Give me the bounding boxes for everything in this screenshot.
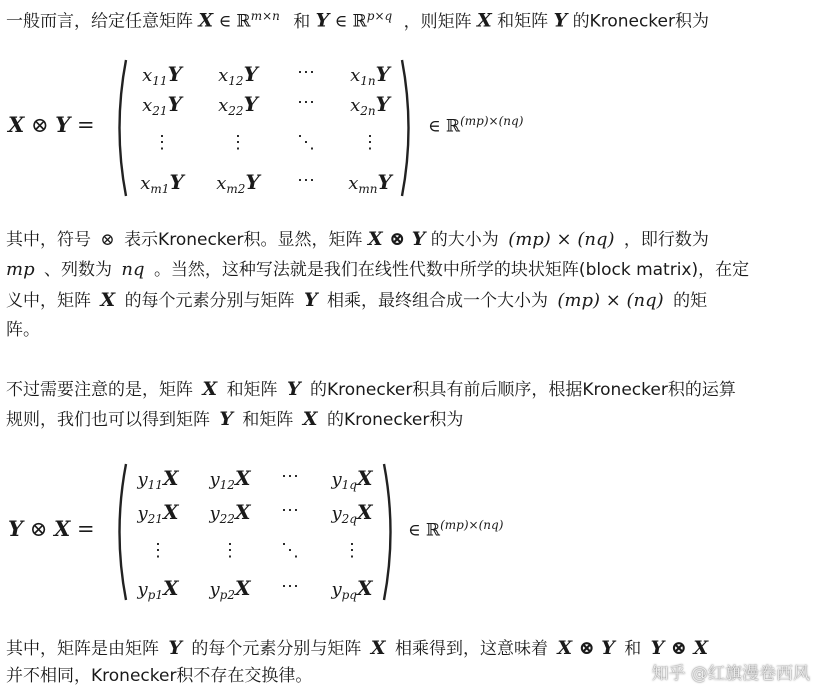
math-X: X — [53, 516, 71, 541]
math-X: X — [477, 9, 492, 32]
text: 其中，矩阵是由矩阵 — [6, 639, 159, 659]
matrix-entry: $y_{p2}X$ — [209, 576, 251, 602]
math-X: X — [202, 378, 218, 400]
matrix-ellipsis: ⋮ — [153, 132, 171, 153]
math-superscript: (mp)×(nq) — [440, 518, 504, 532]
matrix-entry: $y_{2q}X$ — [331, 500, 373, 526]
text: 表示Kronecker积。显然，矩阵 — [124, 230, 363, 250]
matrix-ellipsis: ⋱ — [297, 132, 315, 153]
text: 的大小为 — [430, 230, 499, 250]
text: 和 — [293, 11, 311, 32]
math-otimes: ⊗ — [30, 113, 49, 137]
math-y-otimes-x: Y ⊗ X — [650, 637, 709, 659]
matrix-ellipsis: ⋮ — [229, 132, 247, 153]
math-Y: Y — [55, 112, 71, 137]
matrix-ellipsis: ⋯ — [297, 170, 315, 191]
math-equals: = — [76, 517, 95, 541]
math-otimes: ⊗ — [100, 230, 115, 250]
math-Y: Y — [219, 408, 233, 430]
text: ，则矩阵 — [403, 11, 472, 32]
paragraph-order-line2 — [6, 407, 463, 432]
matrix-ellipsis: ⋯ — [281, 576, 299, 597]
text: 一般而言，给定任意矩阵 — [6, 11, 193, 32]
text: 的每个元素分别与矩阵 — [191, 639, 362, 659]
paragraph-conclusion-line1 — [6, 636, 708, 661]
matrix-entry: $x_{22}Y$ — [218, 92, 258, 118]
matrix-entry: $x_{2n}Y$ — [350, 92, 390, 118]
math-x-otimes-y: X ⊗ Y — [557, 637, 615, 659]
math-Y: Y — [168, 637, 182, 659]
equation-y-kron-x — [0, 460, 828, 606]
paragraph-order-line1 — [6, 377, 736, 402]
text: 。当然，这种写法就是我们在线性代数中所学的块状矩阵(block matrix)，在定 — [153, 260, 750, 280]
text: 规则，我们也可以得到矩阵 — [6, 410, 210, 430]
equation-space — [428, 114, 523, 137]
math-nq: nq — [121, 259, 145, 280]
math-mp: mp — [6, 259, 35, 280]
equation-lhs — [8, 112, 95, 137]
math-superscript: m×n — [250, 9, 280, 23]
text: 和矩阵 — [226, 380, 278, 400]
matrix-ellipsis: ⋯ — [297, 62, 315, 83]
matrix-ellipsis: ⋯ — [281, 466, 299, 487]
text: 的Kronecker积具有前后顺序，根据Kronecker积的运算 — [309, 380, 736, 400]
math-Y: Y — [8, 516, 23, 541]
math-X: X — [370, 637, 386, 659]
matrix-entry: $x_{m1}Y$ — [140, 170, 184, 196]
text: 的Kronecker积为 — [572, 11, 709, 32]
matrix-entry: $y_{12}X$ — [209, 466, 251, 492]
matrix-entry: $y_{pq}X$ — [331, 576, 373, 602]
text: 和 — [624, 639, 642, 659]
paragraph-intro — [6, 4, 709, 34]
matrix-ellipsis: ⋮ — [343, 540, 361, 561]
math-in-reals: ∈ ℝ — [334, 11, 367, 32]
math-superscript: (mp)×(nq) — [460, 114, 524, 128]
math-X: X — [100, 289, 116, 311]
text: 的每个元素分别与矩阵 — [124, 291, 295, 311]
matrix-entry: $y_{p1}X$ — [137, 576, 179, 602]
text: 、列数为 — [44, 260, 112, 280]
matrix-entry: $y_{1q}X$ — [331, 466, 373, 492]
matrix-entry: $y_{21}X$ — [137, 500, 179, 526]
text: 和矩阵 — [497, 11, 549, 32]
math-size: (mp) × (nq) — [508, 229, 615, 250]
text: ，即行数为 — [623, 230, 709, 250]
math-x-otimes-y: X ⊗ Y — [367, 228, 426, 250]
text: 义中，矩阵 — [6, 291, 91, 311]
math-in-reals: ∈ ℝ — [408, 520, 441, 541]
equation-x-kron-y — [0, 56, 828, 202]
math-Y: Y — [315, 9, 330, 32]
paragraph-explanation-line3 — [6, 288, 707, 313]
matrix-entry: $x_{12}Y$ — [218, 62, 258, 88]
math-X: X — [198, 9, 214, 32]
matrix-entry: $y_{11}X$ — [137, 466, 179, 492]
text: 并不相同，Kronecker积不存在交换律。 — [6, 666, 313, 686]
text: 的矩 — [673, 291, 708, 311]
text: 其中，符号 — [6, 230, 91, 250]
matrix-ellipsis: ⋮ — [361, 132, 379, 153]
math-size: (mp) × (nq) — [557, 290, 664, 311]
matrix-ellipsis: ⋮ — [149, 540, 167, 561]
math-in-reals: ∈ ℝ — [428, 116, 461, 137]
text: 的Kronecker积为 — [326, 410, 464, 430]
math-Y: Y — [303, 289, 318, 311]
math-in-reals: ∈ ℝ — [218, 11, 251, 32]
equation-space — [408, 518, 503, 541]
text: 和矩阵 — [242, 410, 294, 430]
paragraph-explanation-line4 — [6, 318, 40, 342]
matrix-entry: $x_{11}Y$ — [142, 62, 182, 88]
watermark: 知乎 @红旗漫卷西风 — [651, 664, 810, 684]
math-Y: Y — [286, 378, 301, 400]
matrix-ellipsis: ⋯ — [297, 92, 315, 113]
math-otimes: ⊗ — [29, 517, 48, 541]
matrix-entry: $x_{1n}Y$ — [350, 62, 390, 88]
math-X: X — [8, 112, 25, 137]
text: 不过需要注意的是，矩阵 — [6, 380, 193, 400]
text: 相乘得到，这意味着 — [394, 639, 548, 659]
paragraph-explanation-line2 — [6, 258, 749, 282]
matrix-entry: $y_{22}X$ — [209, 500, 251, 526]
paragraph-conclusion-line2 — [6, 664, 312, 688]
math-X: X — [302, 408, 318, 430]
equation-lhs — [8, 516, 95, 541]
math-equals: = — [76, 113, 95, 137]
matrix-entry: $x_{m2}Y$ — [216, 170, 260, 196]
math-Y: Y — [553, 9, 568, 32]
matrix-entry: $x_{mn}Y$ — [348, 170, 392, 196]
text: 阵。 — [6, 320, 40, 340]
text: 相乘，最终组合成一个大小为 — [326, 291, 548, 311]
paragraph-explanation-line1 — [6, 227, 709, 252]
matrix-ellipsis: ⋱ — [281, 540, 299, 561]
matrix-entry: $x_{21}Y$ — [142, 92, 182, 118]
math-superscript: p×q — [366, 9, 393, 23]
matrix-ellipsis: ⋮ — [221, 540, 239, 561]
matrix-ellipsis: ⋯ — [281, 500, 299, 521]
